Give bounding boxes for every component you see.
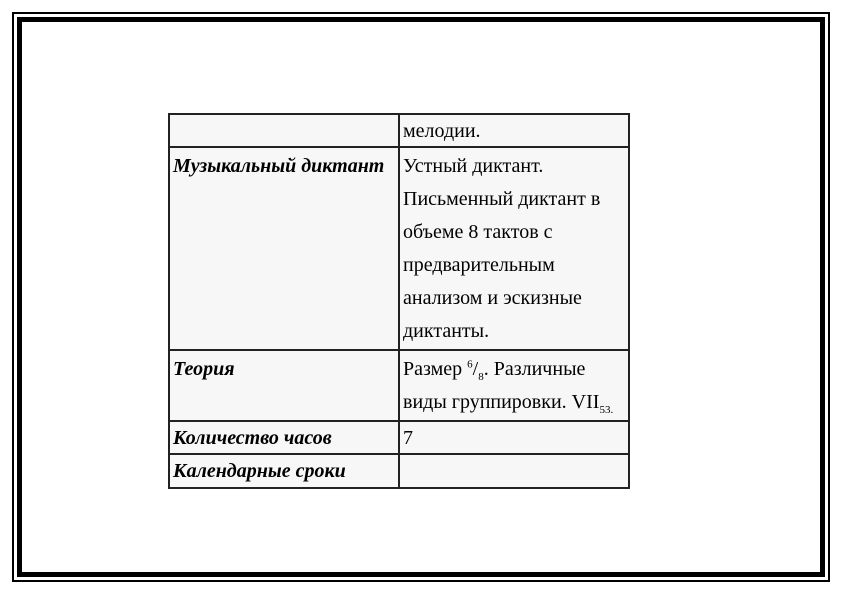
- row-label: Музыкальный диктант: [169, 147, 399, 350]
- theory-text-pre: Размер: [403, 358, 468, 380]
- table-row: [169, 454, 629, 488]
- table-row: [169, 350, 629, 421]
- curriculum-table: [168, 113, 630, 489]
- table-row: [169, 421, 629, 454]
- row-value: 7: [399, 421, 629, 454]
- time-signature-slash: /: [472, 358, 479, 380]
- row-value: Устный диктант. Письменный диктант в объеме 8 тактов с предварительным анализом и эскизные диктанты.: [399, 147, 629, 350]
- row-value: мелодии.: [399, 114, 629, 147]
- curriculum-table-container: [168, 113, 630, 489]
- row-label: Количество часов: [169, 421, 399, 454]
- row-label: [169, 114, 399, 147]
- theory-text-post: . Различные виды группировки. VII: [403, 358, 600, 413]
- row-value: [399, 454, 629, 488]
- row-label: Календарные сроки: [169, 454, 399, 488]
- table-row: [169, 147, 629, 350]
- time-signature-numerator: 6: [467, 358, 473, 371]
- row-value: [399, 350, 629, 421]
- time-signature-denominator: 8: [478, 371, 484, 383]
- row-label: Теория: [169, 350, 399, 421]
- table-row: [169, 114, 629, 147]
- chord-inversion-subscript: 53.: [599, 404, 614, 416]
